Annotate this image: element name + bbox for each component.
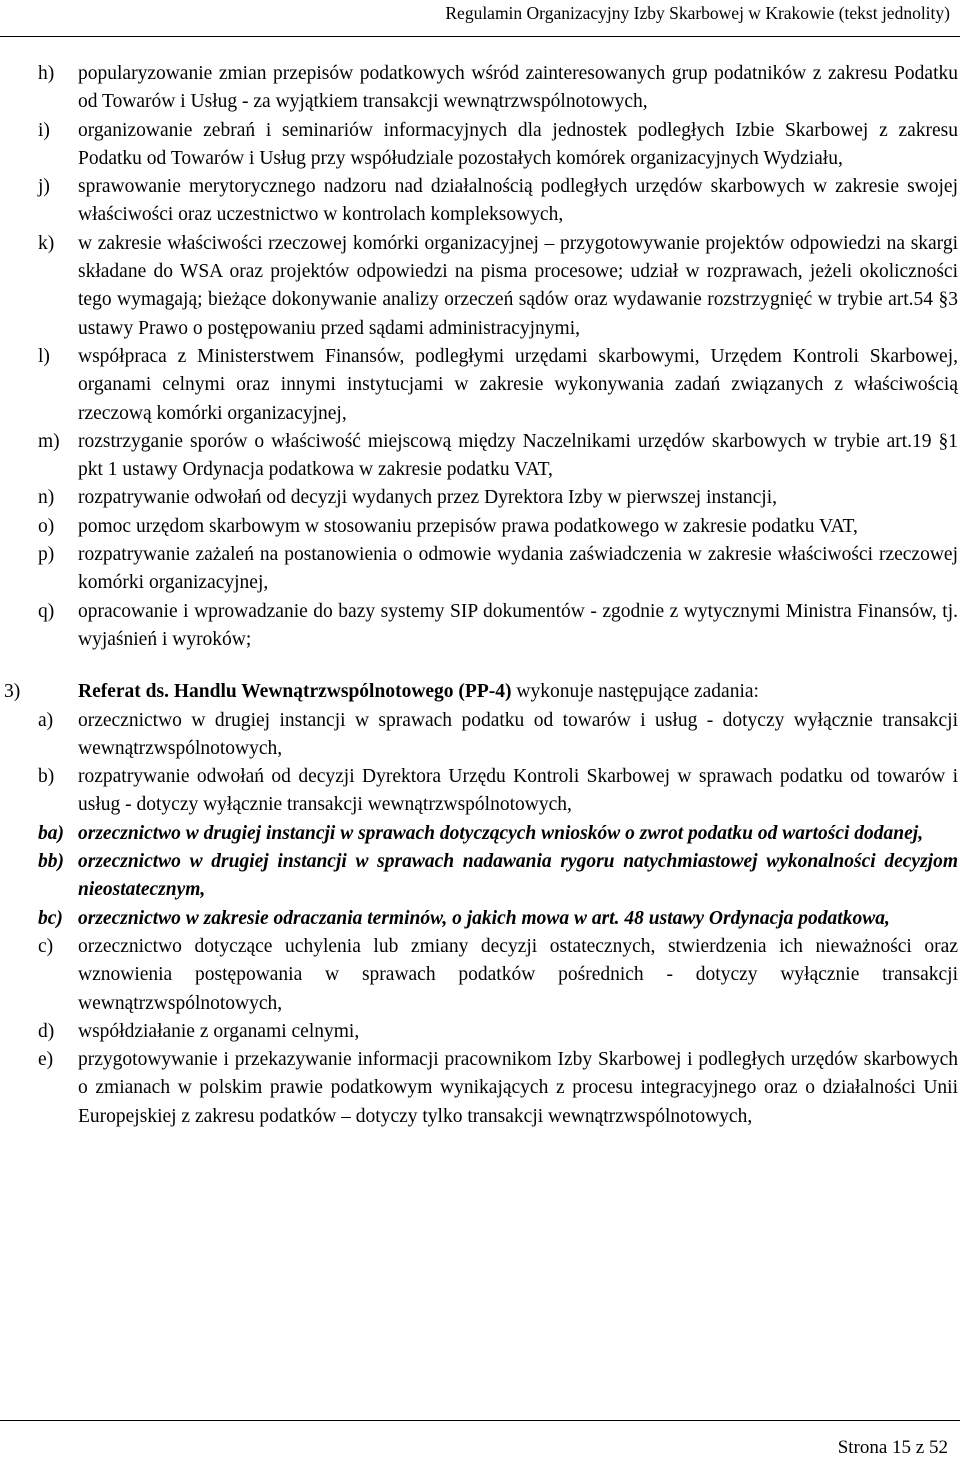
list-item-label: e) <box>38 1049 54 1071</box>
page-header <box>0 0 960 37</box>
list-item-label: j) <box>38 176 50 198</box>
list-item-text: przygotowywanie i przekazywanie informacji pracownikom Izby Skarbowej i podległych urzędów skarbowych o zmianach w polskim prawie podatkowym wynikających z procesu integracyjnego oraz o działalności Unii Europejskiej z zakresu podatków – dotyczy tylko transakcji wewnątrzwspólnotowych, <box>78 1049 958 1127</box>
list-item-text: rozpatrywanie odwołań od decyzji wydanych przez Dyrektora Izby w pierwszej instancji, <box>78 487 778 509</box>
list-item-label: l) <box>38 345 50 367</box>
list-item-text: orzecznictwo w drugiej instancji w sprawach podatku od towarów i usług - dotyczy wyłącznie transakcji wewnątrzwspólnotowych, <box>78 709 958 759</box>
list-item-label: b) <box>38 766 55 788</box>
task-list-continued <box>26 60 958 654</box>
list-item <box>26 484 958 512</box>
list-item <box>26 707 958 764</box>
list-item <box>26 820 958 848</box>
list-item-text: rozpatrywanie odwołań od decyzji Dyrektora Urzędu Kontroli Skarbowej w sprawach podatku od towarów i usług - dotyczy wyłącznie transakcji wewnątrzwspólnotowych, <box>78 766 958 816</box>
list-item-label: d) <box>38 1020 55 1042</box>
list-item-label: ba) <box>38 822 64 844</box>
list-item-text: rozpatrywanie zażaleń na postanowienia o odmowie wydania zaświadczenia w zakresie właściwości rzeczowej komórki organizacyjnej, <box>78 544 958 594</box>
list-item-text: w zakresie właściwości rzeczowej komórki organizacyjnej – przygotowywanie projektów odpowiedzi na skargi składane do WSA oraz projektów odpowiedzi na pisma procesowe; udział w rozprawach, jeżeli okoliczności tego wymagają; bieżące dokonywanie analizy orzeczeń sądów oraz wydawanie rozstrzygnięć w trybie art.54 §3 ustawy Prawo o postępowaniu przed sądami administracyjnymi, <box>78 232 958 339</box>
list-item-label: a) <box>38 709 54 731</box>
section-title: Referat ds. Handlu Wewnątrzwspólnotowego (PP-4) <box>78 681 512 703</box>
list-item-text: orzecznictwo w drugiej instancji w sprawach dotyczących wniosków o zwrot podatku od wartości dodanej, <box>78 822 924 844</box>
list-item <box>26 428 958 485</box>
page-number: Strona 15 z 52 <box>837 1437 948 1458</box>
page-footer <box>0 1420 960 1459</box>
document-title: Regulamin Organizacyjny Izby Skarbowej w Krakowie (tekst jednolity) <box>445 3 950 23</box>
list-item-text: orzecznictwo w zakresie odraczania terminów, o jakich mowa w art. 48 ustawy Ordynacja podatkowa, <box>78 907 890 929</box>
section-3-task-list <box>26 707 958 1131</box>
list-item <box>26 117 958 174</box>
document-body <box>4 60 958 1131</box>
list-item-text: pomoc urzędom skarbowym w stosowaniu przepisów prawa podatkowego w zakresie podatku VAT, <box>78 515 858 537</box>
list-item-label: bb) <box>38 851 64 873</box>
list-item <box>26 343 958 428</box>
list-item <box>26 933 958 1018</box>
list-item-label: m) <box>38 430 60 452</box>
list-item-text: popularyzowanie zmian przepisów podatkowych wśród zainteresowanych grup podatników z zakresu Podatku od Towarów i Usług - za wyjątkiem transakcji wewnątrzwspólnotowych, <box>78 63 958 113</box>
section-intro: wykonuje następujące zadania: <box>511 681 759 703</box>
list-item-label: q) <box>38 600 55 622</box>
list-item-label: n) <box>38 487 55 509</box>
list-item-text: organizowanie zebrań i seminariów informacyjnych dla jednostek podległych Izbie Skarbowej z zakresu Podatku od Towarów i Usług przy współudziale pozostałych komórek organizacyjnych Wydziału, <box>78 119 958 169</box>
list-item-text: opracowanie i wprowadzanie do bazy systemy SIP dokumentów - zgodnie z wytycznymi Ministra Finansów, tj. wyjaśnień i wyroków; <box>78 600 958 650</box>
list-item <box>26 60 958 117</box>
list-item-text: orzecznictwo dotyczące uchylenia lub zmiany decyzji ostatecznych, stwierdzenia ich nieważności oraz wznowienia postępowania w sprawach podatków pośrednich - dotyczy wyłącznie transakcji wewnątrzwspólnotowych, <box>78 935 958 1014</box>
list-item <box>26 848 958 905</box>
list-item-text: sprawowanie merytorycznego nadzoru nad działalnością podległych urzędów skarbowych w zakresie swojej właściwości oraz uczestnictwo w kontrolach kompleksowych, <box>78 176 958 226</box>
list-item <box>26 905 958 933</box>
list-item <box>26 1046 958 1131</box>
list-item <box>26 1018 958 1046</box>
list-item-label: c) <box>38 935 54 957</box>
list-item <box>26 598 958 655</box>
list-item-label: k) <box>38 232 55 254</box>
section-3-heading <box>4 678 958 706</box>
list-item-label: bc) <box>38 907 63 929</box>
list-item <box>26 230 958 343</box>
list-item-text: współpraca z Ministerstwem Finansów, podległymi urzędami skarbowymi, Urzędem Kontroli Skarbowej, organami celnymi oraz innymi instytucjami w zakresie wykonywania zadań związanych z właściwością rzeczową komórki organizacyjnej, <box>78 345 958 424</box>
section-number: 3) <box>4 681 21 703</box>
list-item-label: o) <box>38 515 55 537</box>
list-item-label: h) <box>38 63 55 84</box>
list-item <box>26 763 958 820</box>
list-item <box>26 513 958 541</box>
list-item-label: i) <box>38 119 50 141</box>
list-item-label: p) <box>38 544 55 566</box>
list-item-text: orzecznictwo w drugiej instancji w sprawach nadawania rygoru natychmiastowej wykonalności decyzjom nieostatecznym, <box>78 851 958 901</box>
list-item <box>26 541 958 598</box>
list-item-text: współdziałanie z organami celnymi, <box>78 1020 360 1042</box>
list-item <box>26 173 958 230</box>
list-item-text: rozstrzyganie sporów o właściwość miejscową między Naczelnikami urzędów skarbowych w trybie art.19 §1 pkt 1 ustawy Ordynacja podatkowa w zakresie podatku VAT, <box>78 430 958 481</box>
